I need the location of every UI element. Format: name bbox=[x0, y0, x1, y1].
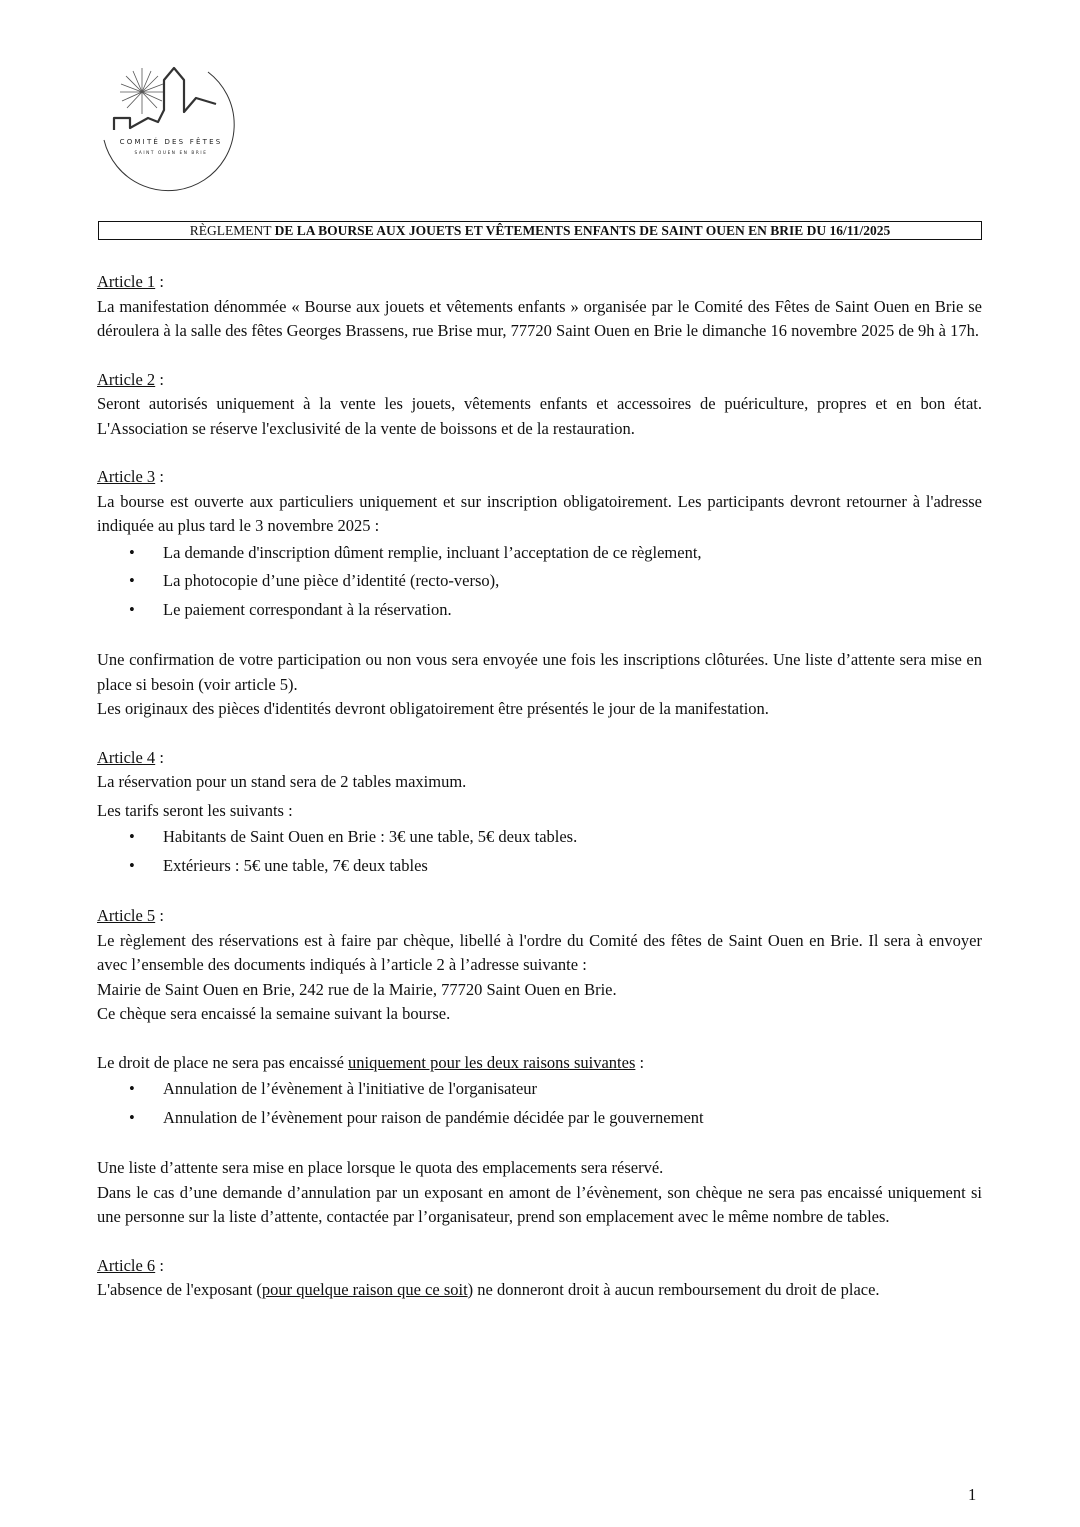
article-2-heading: Article 2 : bbox=[97, 369, 164, 389]
list-item: • Le paiement correspondant à la réservation. bbox=[129, 599, 452, 619]
logo-subtitle: SAINT OUEN EN BRIE bbox=[134, 150, 208, 155]
page-number: 1 bbox=[968, 1485, 977, 1504]
list-item: • Habitants de Saint Ouen en Brie : 3€ une table, 5€ deux tables. bbox=[129, 827, 578, 846]
article-2-text: Seront autorisés uniquement à la vente les jouets, vêtements enfants et accessoires de puériculture, propres et en bon état. L'Association se réserve l'exclusivité de la vente de boissons et de la restauration. bbox=[97, 394, 982, 438]
article-5-heading: Article 5 : bbox=[97, 906, 164, 925]
logo-graphic bbox=[100, 62, 245, 194]
document-title bbox=[98, 221, 982, 240]
article-3-list bbox=[97, 539, 982, 625]
list-item: • Extérieurs : 5€ une table, 7€ deux tables bbox=[129, 855, 428, 875]
article-3-confirmation: Une confirmation de votre participation ou non vous sera envoyée une fois les inscriptions clôturées. Une liste d’attente sera mise en place si besoin (voir article 5). bbox=[97, 650, 982, 694]
document-body bbox=[97, 270, 982, 1303]
article-3-heading: Article 3 : bbox=[97, 467, 164, 486]
article-4-heading: Article 4 : bbox=[97, 747, 164, 767]
article-1-text: La manifestation dénommée « Bourse aux jouets et vêtements enfants » organisée par le Comité des Fêtes de Saint Ouen en Brie se déroulera à la salle des fêtes Georges Brassens, rue Brise mur, 77720 Saint Ouen en Brie le dimanche 16 novembre 2025 de 9h à 17h. bbox=[97, 296, 982, 340]
article-4-text-1: La réservation pour un stand sera de 2 tables maximum. bbox=[97, 772, 467, 791]
article-1-heading: Article 1 : bbox=[97, 272, 164, 291]
list-item: • Annulation de l’évènement à l'initiative de l'organisateur bbox=[129, 1079, 538, 1098]
title-bold: DE LA BOURSE AUX JOUETS ET VÊTEMENTS ENFANTS DE SAINT OUEN EN BRIE DU 16/11/2025 bbox=[274, 223, 891, 238]
list-item: • Annulation de l’évènement pour raison de pandémie décidée par le gouvernement bbox=[129, 1107, 704, 1127]
article-5-address: Mairie de Saint Ouen en Brie, 242 rue de la Mairie, 77720 Saint Ouen en Brie. bbox=[97, 979, 617, 999]
logo bbox=[100, 62, 245, 194]
article-5-list bbox=[97, 1075, 982, 1132]
title-prefix: RÈGLEMENT bbox=[189, 223, 275, 238]
article-3-text: La bourse est ouverte aux particuliers uniquement et sur inscription obligatoirement. Les participants devront retourner à l'adresse indiquée au plus tard le 3 novembre 2025 : bbox=[97, 491, 982, 535]
article-6-text: L'absence de l'exposant (pour quelque raison que ce soit) ne donneront droit à aucun remboursement du droit de place. bbox=[97, 1280, 880, 1299]
logo-title: COMITÉ DES FÊTES bbox=[119, 138, 223, 146]
article-5-text-1: Le règlement des réservations est à faire par chèque, libellé à l'ordre du Comité des fêtes de Saint Ouen en Brie. Il sera à envoyer avec l’ensemble des documents indiqués à l’article 2 à l’adresse suivante : bbox=[97, 930, 982, 974]
article-6-heading: Article 6 : bbox=[97, 1255, 164, 1275]
list-item: • La photocopie d’une pièce d’identité (recto-verso), bbox=[129, 571, 500, 590]
article-3-originals: Les originaux des pièces d'identités devront obligatoirement être présentés le jour de la manifestation. bbox=[97, 699, 769, 718]
article-5-text-3: Ce chèque sera encaissé la semaine suivant la bourse. bbox=[97, 1004, 451, 1023]
article-5-text-5: Dans le cas d’une demande d’annulation par un exposant en amont de l’évènement, son chèque ne sera pas encaissé uniquement si une personne sur la liste d’attente, contactée par l’organisateur, prend son emplacement avec le même nombre de tables. bbox=[97, 1182, 982, 1226]
article-5-text-4: Une liste d’attente sera mise en place lorsque le quota des emplacements sera réservé. bbox=[97, 1158, 664, 1177]
article-5-droit: Le droit de place ne sera pas encaissé uniquement pour les deux raisons suivantes : bbox=[97, 1052, 645, 1072]
list-item: • La demande d'inscription dûment remplie, incluant l’acceptation de ce règlement, bbox=[129, 542, 702, 562]
article-4-list bbox=[97, 823, 982, 880]
article-4-text-2: Les tarifs seront les suivants : bbox=[97, 800, 293, 820]
